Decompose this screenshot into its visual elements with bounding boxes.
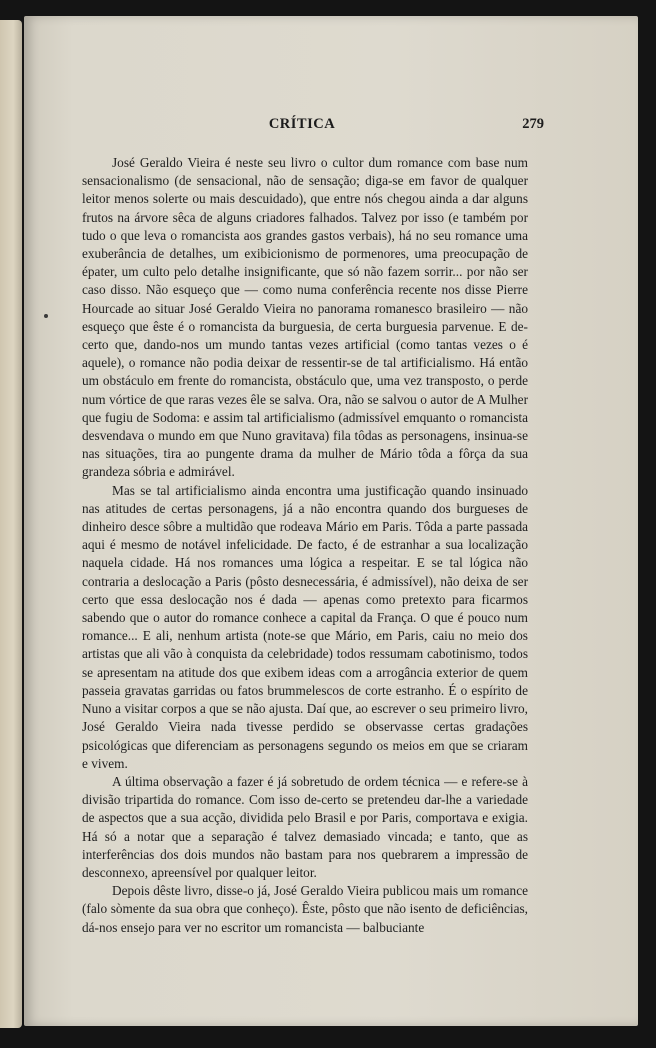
- paragraph: Depois dêste livro, disse-o já, José Geraldo Vieira publicou mais um romance (falo sòmente da sua obra que conheço). Êste, pôsto que não isento de deficiências, dá-nos ensejo para ver no escritor um romancista — balbuciante: [82, 883, 528, 935]
- previous-page-edge: [0, 20, 22, 1028]
- page-number: 279: [522, 116, 544, 132]
- paragraph: A última observação a fazer é já sobretudo de ordem técnica — e refere-se à divisão tripartida do romance. Com isso de-certo se pretendeu dar-lhe a variedade de aspectos que a sua acção, dividida pelo Brasil e por Paris, comportava e exigia. Há só a notar que a separação é talvez demasiado vincada; e tanto, que as interferências dos dois mundos não bastam para nos quebrarem a impressão de desconnexo, apreensível por qualquer leitor.: [82, 773, 528, 880]
- book-page: [24, 16, 638, 1026]
- paragraph: José Geraldo Vieira é neste seu livro o cultor dum romance com base num sensacionalismo (de sensacional, não de sensação; diga-se em favor de qualquer leitor menos solerte ou mais descuidado), que entre nós chegou ainda a dar alguns frutos na árvore sêca de alguns criadores falhados. Talvez por isso (e também por tudo o que leva o romancista aos grandes gastos verbais), há no seu romance uma exuberância de detalhes, um exibicionismo de pormenores, uma preocupação de épater, um culto pelo detalhe insignificante, que só não fazem sorrir... por não ser caso disso. Não esqueço que — como numa conferência recente nos disse Pierre Hourcade ao situar José Geraldo Vieira no panorama romanesco brasileiro — não esqueço que êste é o romancista da burguesia, de certa burguesia parvenue. E de-certo que, dando-nos um mundo tantas vezes artificial (como tantas vezes o é aquele), o romance não podia deixar de ressentir-se de tal artificialismo. Há então um obstáculo em frente do romancista, obstáculo que, uma vez transposto, o perde num vórtice de que raras vezes êle se salva. Ora, não se salvou o autor de A Mulher que fugiu de Sodoma: e assim tal artificialismo (admissível emquanto o romancista desvendava o mundo em que Nuno gravitava) fila tôdas as personagens, insinua-se nas situações, tira ao pungente drama da mulher de Mário tôda a fôrça da sua grandeza sóbria e admirável.: [82, 155, 528, 480]
- running-title: CRÍTICA: [268, 116, 336, 132]
- margin-mark: [44, 314, 48, 318]
- paragraph: Mas se tal artificialismo ainda encontra uma justificação quando insinuado nas atitudes de certas personagens, já a não encontra quando dos burgueses de dinheiro desce sôbre a multidão que rodeava Mário em Paris. Tôda a parte passada aqui é mesmo de notável infelicidade. De facto, é de estranhar a sua localização naquela cidade. Há nos romances uma lógica a respeitar. E se tal lógica não contraria a deslocação a Paris (pôsto desnecessária, é admissível), não deixa de ser certo que essa deslocação nos é dada — apenas como pretexto para ficarmos sabendo que o autor do romance conhece a capital da França. O que é pouco num romance... E ali, nenhum artista (note-se que Mário, em Paris, caiu no meio dos artistas que ali vão à conquista da celebridade) todos ressumam cabotinismo, todos se apresentam na atitude dos que exibem ideas com a arrogância exterior de quem passeia gravatas garridas ou fatos brummelescos de corte estranho. É o espírito de Nuno a visitar corpos a que se não ajusta. Daí que, ao escrever o seu primeiro livro, José Geraldo Vieira nada tivesse perdido se observasse certas gradações psicológicas que diferenciam as personagens segundo os meios em que se criaram e vivem.: [82, 482, 528, 771]
- page-header: [80, 116, 544, 136]
- body-text: [82, 154, 528, 937]
